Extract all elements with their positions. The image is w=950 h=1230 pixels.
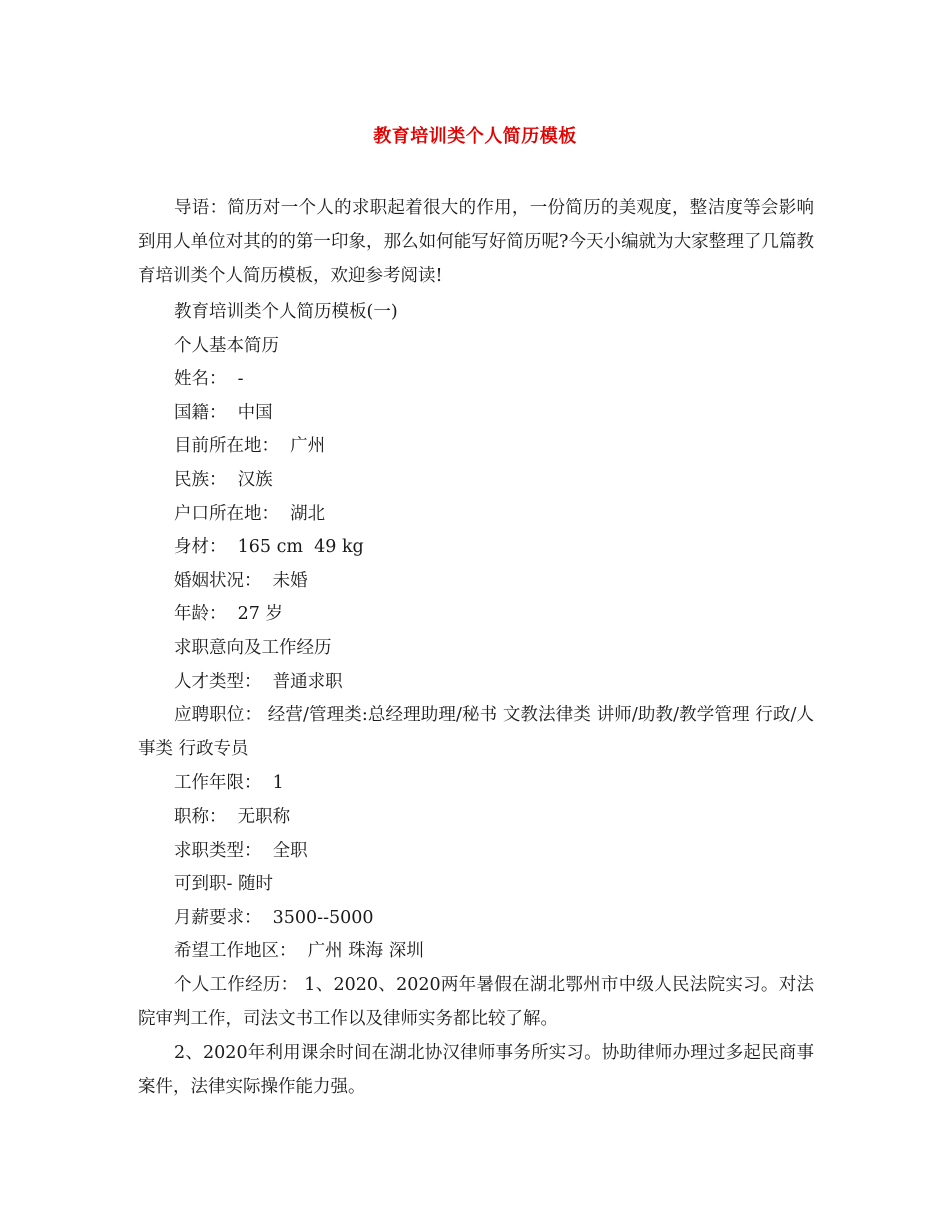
available-field: 可到职- 随时	[174, 874, 273, 894]
experience-paragraph-1: 个人工作经历： 1、2020、2020两年暑假在湖北鄂州市中级人民法院实习。对法院审判工作，司法文书工作以及律师实务都比较了解。	[138, 975, 814, 1029]
positions-field: 应聘职位： 经营/管理类:总经理助理/秘书 文教法律类 讲师/助教/教学管理 行政/人事类 行政专员	[138, 705, 814, 759]
ethnicity-field: 民族： 汉族	[174, 470, 273, 490]
job-title-field: 职称： 无职称	[174, 807, 291, 827]
body-field: 身材： 165 cm 49 kg	[174, 537, 364, 557]
marital-field: 婚姻状况： 未婚	[174, 571, 308, 591]
talent-type-field: 人才类型： 普通求职	[174, 672, 343, 692]
basic-info-heading: 个人基本简历	[174, 336, 279, 356]
job-type-field: 求职类型： 全职	[174, 841, 308, 861]
years-field: 工作年限： 1	[174, 773, 284, 793]
name-field: 姓名： -	[174, 369, 244, 389]
nationality-field: 国籍： 中国	[174, 403, 273, 423]
intent-heading: 求职意向及工作经历	[174, 638, 332, 658]
age-field: 年龄： 27 岁	[174, 604, 283, 624]
template-heading: 教育培训类个人简历模板(一)	[174, 302, 398, 322]
intro-paragraph: 导语：简历对一个人的求职起着很大的作用，一份简历的美观度，整洁度等会影响到用人单位对其的的第一印象，那么如何能写好简历呢?今天小编就为大家整理了几篇教育培训类个人简历模板，欢迎参考阅读!	[138, 198, 814, 286]
region-field: 希望工作地区： 广州 珠海 深圳	[174, 941, 424, 961]
experience-paragraph-2: 2、2020年利用课余时间在湖北协汉律师事务所实习。协助律师办理过多起民商事案件，法律实际操作能力强。	[138, 1043, 814, 1097]
document-title: 教育培训类个人简历模板	[373, 126, 577, 147]
hukou-field: 户口所在地： 湖北	[174, 504, 326, 524]
location-field: 目前所在地： 广州	[174, 436, 326, 456]
salary-field: 月薪要求： 3500--5000	[174, 908, 374, 928]
